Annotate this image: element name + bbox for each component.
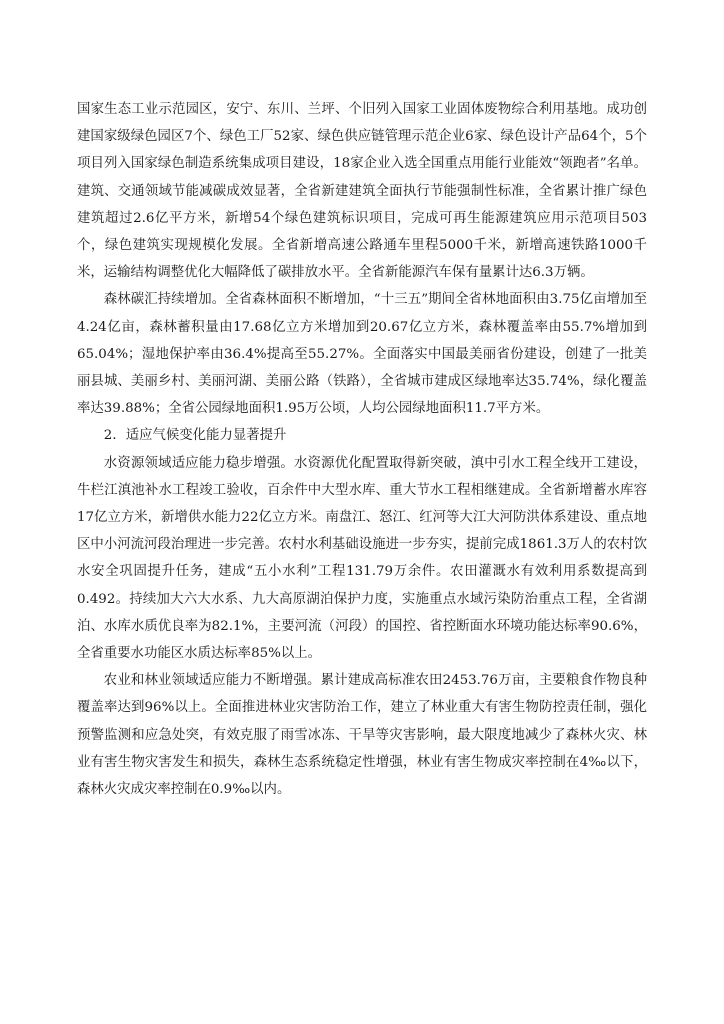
document-page [77, 96, 647, 803]
paragraph-water-resources: 水资源领域适应能力稳步增强。水资源优化配置取得新突破，滇中引水工程全线开工建设，牛栏江滇池补水工程竣工验收，百余件中大型水库、重大节水工程相继建成。全省新增蓄水库容17亿立方米，新增供水能力22亿立方米。南盘江、怒江、红河等大江大河防洪体系建设、重点地区中小河流河段治理进一步完善。农村水利基础设施进一步夯实，提前完成1861.3万人的农村饮水安全巩固提升任务，建成“五小水利”工程131.79万余件。农田灌溉水有效利用系数提高到0.492。持续加大六大水系、九大高原湖泊保护力度，实施重点水域污染防治重点工程，全省湖泊、水库水质优良率为82.1%，主要河流（河段）的国控、省控断面水环境功能达标率90.6%，全省重要水功能区水质达标率85%以上。 [77, 455, 647, 662]
paragraph-agriculture-forestry: 农业和林业领域适应能力不断增强。累计建成高标准农田2453.76万亩，主要粮食作物良种覆盖率达到96%以上。全面推进林业灾害防治工作，建立了林业重大有害生物防控责任制，强化预警监测和应急处突，有效克服了雨雪冰冻、干旱等灾害影响，最大限度地减少了森林火灾、林业有害生物灾害发生和损失，森林生态系统稳定性增强，林业有害生物成灾率控制在4‰以下，森林火灾成灾率控制在0.9‰以内。 [77, 673, 647, 798]
section-heading: 2．适应气候变化能力显著提升 [103, 428, 287, 444]
paragraph-forest-carbon-sink: 森林碳汇持续增加。全省森林面积不断增加，“十三五”期间全省林地面积由3.75亿亩增加至4.24亿亩，森林蓄积量由17.68亿立方米增加到20.67亿立方米，森林覆盖率由55.7%增加到65.04%；湿地保护率由36.4%提高至55.27%。全面落实中国最美丽省份建设，创建了一批美丽县城、美丽乡村、美丽河湖、美丽公路（铁路），全省城市建成区绿地率达35.74%，绿化覆盖率达39.88%；全省公园绿地面积1.95万公顷，人均公园绿地面积11.7平方米。 [77, 292, 647, 417]
paragraph-continuation: 国家生态工业示范园区，安宁、东川、兰坪、个旧列入国家工业固体废物综合利用基地。成功创建国家级绿色园区7个、绿色工厂52家、绿色供应链管理示范企业6家、绿色设计产品64个，5个项目列入国家绿色制造系统集成项目建设，18家企业入选全国重点用能行业能效“领跑者”名单。建筑、交通领域节能减碳成效显著，全省新建建筑全面执行节能强制性标准，全省累计推广绿色建筑超过2.6亿平方米，新增54个绿色建筑标识项目，完成可再生能源建筑应用示范项目503个，绿色建筑实现规模化发展。全省新增高速公路通车里程5000千米，新增高速铁路1000千米，运输结构调整优化大幅降低了碳排放水平。全省新能源汽车保有量累计达6.3万辆。 [77, 102, 647, 281]
